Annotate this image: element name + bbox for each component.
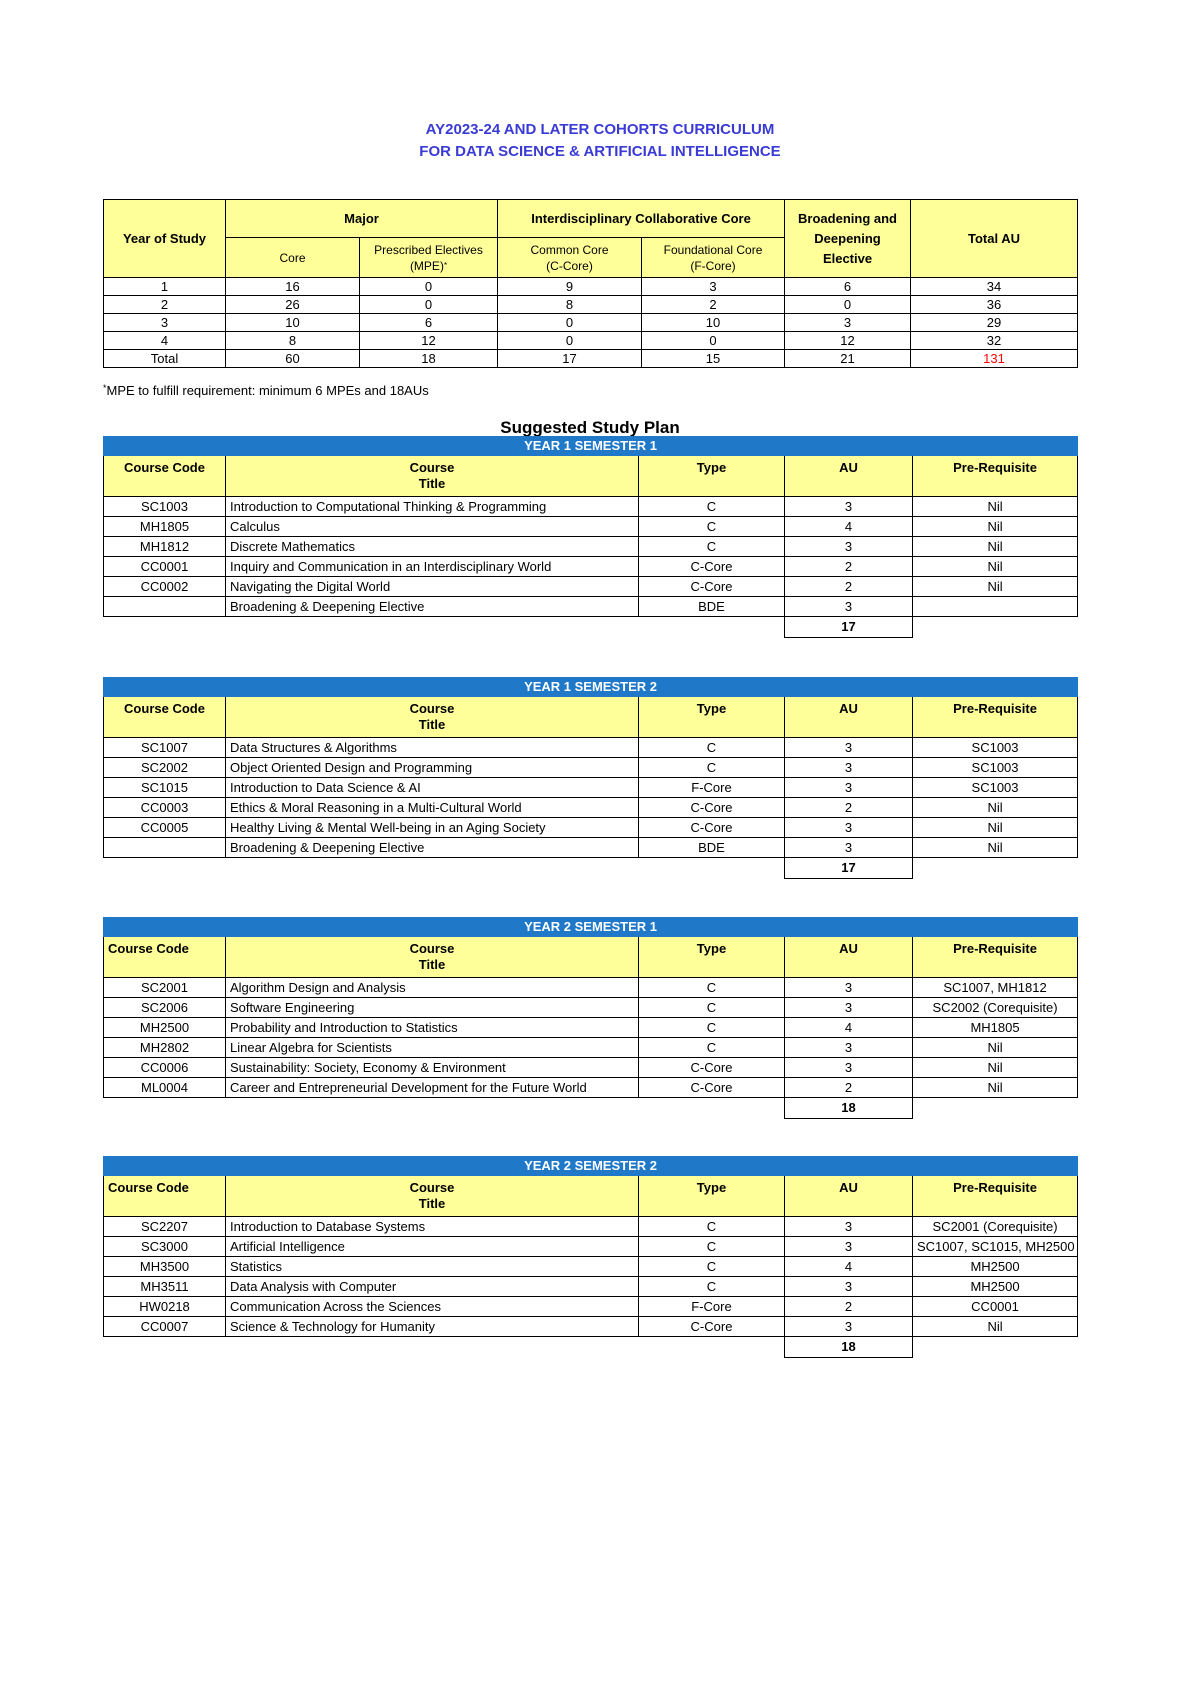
summary-cell-fcore: 0 xyxy=(642,332,785,350)
course-prereq: SC1003 xyxy=(913,758,1078,778)
course-type: C xyxy=(639,998,785,1018)
summary-total-total: 131 xyxy=(911,350,1078,368)
course-title: Career and Entrepreneurial Development for the Future World xyxy=(226,1078,639,1098)
summary-cell-ccore: 8 xyxy=(498,296,642,314)
summary-cell-core: 26 xyxy=(226,296,360,314)
course-type: C-Core xyxy=(639,577,785,597)
course-code: SC1015 xyxy=(104,778,226,798)
course-prereq: Nil xyxy=(913,818,1078,838)
summary-row xyxy=(104,296,1078,314)
summary-cell-bde: 3 xyxy=(785,314,911,332)
course-type: C xyxy=(639,1237,785,1257)
course-type: C xyxy=(639,497,785,517)
type-header: Type xyxy=(639,937,785,978)
course-title-header: Course Title xyxy=(226,456,639,497)
summary-cell-total: 34 xyxy=(911,278,1078,296)
course-prereq: MH1805 xyxy=(913,1018,1078,1038)
course-title-header: Course Title xyxy=(226,1176,639,1217)
summary-cell-fcore: 2 xyxy=(642,296,785,314)
course-au: 3 xyxy=(785,1058,913,1078)
course-row xyxy=(104,1317,1078,1337)
course-row xyxy=(104,497,1078,517)
course-row xyxy=(104,738,1078,758)
course-code: SC2006 xyxy=(104,998,226,1018)
core-header: Core xyxy=(226,238,360,278)
summary-total-row xyxy=(104,350,1078,368)
course-type: C-Core xyxy=(639,1078,785,1098)
course-row xyxy=(104,517,1078,537)
course-code: SC3000 xyxy=(104,1237,226,1257)
course-code-header: Course Code xyxy=(104,1176,226,1217)
course-code: CC0002 xyxy=(104,577,226,597)
course-title: Software Engineering xyxy=(226,998,639,1018)
course-prereq: MH2500 xyxy=(913,1257,1078,1277)
course-row xyxy=(104,1058,1078,1078)
course-type: BDE xyxy=(639,838,785,858)
course-type: C-Core xyxy=(639,798,785,818)
course-type: C xyxy=(639,537,785,557)
semester-total-au: 18 xyxy=(785,1337,913,1358)
course-code: CC0007 xyxy=(104,1317,226,1337)
semester-label: YEAR 2 SEMESTER 2 xyxy=(104,1157,1078,1176)
course-row xyxy=(104,1237,1078,1257)
course-type: C xyxy=(639,758,785,778)
course-au: 4 xyxy=(785,1018,913,1038)
course-prereq: Nil xyxy=(913,1038,1078,1058)
course-code: SC2001 xyxy=(104,978,226,998)
course-au: 4 xyxy=(785,1257,913,1277)
common-core-header: Common Core (C-Core) xyxy=(498,238,642,278)
semester-total-au: 17 xyxy=(785,858,913,879)
course-title: Linear Algebra for Scientists xyxy=(226,1038,639,1058)
course-row xyxy=(104,1217,1078,1237)
course-au: 3 xyxy=(785,597,913,617)
course-code: MH3500 xyxy=(104,1257,226,1277)
course-au: 2 xyxy=(785,577,913,597)
course-title: Healthy Living & Mental Well-being in an Aging Society xyxy=(226,818,639,838)
course-au: 3 xyxy=(785,1217,913,1237)
course-code: CC0005 xyxy=(104,818,226,838)
summary-total-bde: 21 xyxy=(785,350,911,368)
type-header: Type xyxy=(639,697,785,738)
course-au: 2 xyxy=(785,1078,913,1098)
course-row xyxy=(104,1297,1078,1317)
course-title: Broadening & Deepening Elective xyxy=(226,838,639,858)
course-code-header: Course Code xyxy=(104,937,226,978)
course-prereq: Nil xyxy=(913,1078,1078,1098)
course-prereq xyxy=(913,597,1078,617)
course-code: HW0218 xyxy=(104,1297,226,1317)
course-code: SC2002 xyxy=(104,758,226,778)
course-row xyxy=(104,1277,1078,1297)
course-code: ML0004 xyxy=(104,1078,226,1098)
course-title: Introduction to Database Systems xyxy=(226,1217,639,1237)
foundational-core-header: Foundational Core (F-Core) xyxy=(642,238,785,278)
summary-total-ccore: 17 xyxy=(498,350,642,368)
summary-cell-mpe: 12 xyxy=(360,332,498,350)
summary-row xyxy=(104,332,1078,350)
course-code: MH3511 xyxy=(104,1277,226,1297)
course-title: Ethics & Moral Reasoning in a Multi-Cultural World xyxy=(226,798,639,818)
major-header: Major xyxy=(226,200,498,238)
course-type: C xyxy=(639,738,785,758)
summary-cell-ccore: 9 xyxy=(498,278,642,296)
summary-cell-bde: 12 xyxy=(785,332,911,350)
course-au: 3 xyxy=(785,738,913,758)
course-type: F-Core xyxy=(639,778,785,798)
course-au: 3 xyxy=(785,838,913,858)
semester-total-au: 18 xyxy=(785,1098,913,1119)
summary-total-year: Total xyxy=(104,350,226,368)
course-au: 3 xyxy=(785,758,913,778)
course-code: MH2802 xyxy=(104,1038,226,1058)
course-prereq: Nil xyxy=(913,537,1078,557)
course-type: C xyxy=(639,1038,785,1058)
course-row xyxy=(104,978,1078,998)
type-header: Type xyxy=(639,456,785,497)
course-row xyxy=(104,838,1078,858)
au-header: AU xyxy=(785,456,913,497)
au-header: AU xyxy=(785,1176,913,1217)
summary-cell-year: 3 xyxy=(104,314,226,332)
summary-total-mpe: 18 xyxy=(360,350,498,368)
course-title: Object Oriented Design and Programming xyxy=(226,758,639,778)
course-row xyxy=(104,1257,1078,1277)
course-prereq: SC2002 (Corequisite) xyxy=(913,998,1078,1018)
semester-total-au: 17 xyxy=(785,617,913,638)
course-au: 3 xyxy=(785,778,913,798)
course-prereq: CC0001 xyxy=(913,1297,1078,1317)
course-type: C-Core xyxy=(639,1058,785,1078)
course-code-header: Course Code xyxy=(104,456,226,497)
course-au: 3 xyxy=(785,1317,913,1337)
course-code: CC0003 xyxy=(104,798,226,818)
course-row xyxy=(104,577,1078,597)
course-title: Science & Technology for Humanity xyxy=(226,1317,639,1337)
course-type: C xyxy=(639,517,785,537)
summary-cell-fcore: 10 xyxy=(642,314,785,332)
course-code: CC0001 xyxy=(104,557,226,577)
summary-cell-year: 1 xyxy=(104,278,226,296)
course-title-header: Course Title xyxy=(226,697,639,738)
semester-table xyxy=(103,1156,1078,1358)
course-type: C xyxy=(639,978,785,998)
summary-total-core: 60 xyxy=(226,350,360,368)
course-title: Data Analysis with Computer xyxy=(226,1277,639,1297)
course-prereq: MH2500 xyxy=(913,1277,1078,1297)
course-prereq: Nil xyxy=(913,798,1078,818)
course-prereq: SC1007, SC1015, MH2500 xyxy=(913,1237,1078,1257)
course-au: 3 xyxy=(785,998,913,1018)
semester-label: YEAR 2 SEMESTER 1 xyxy=(104,918,1078,937)
study-plan-title: Suggested Study Plan xyxy=(500,418,680,437)
au-header: AU xyxy=(785,937,913,978)
course-row xyxy=(104,798,1078,818)
course-type: C xyxy=(639,1217,785,1237)
course-code: SC2207 xyxy=(104,1217,226,1237)
course-type: C xyxy=(639,1257,785,1277)
course-prereq: SC1007, MH1812 xyxy=(913,978,1078,998)
course-au: 3 xyxy=(785,1038,913,1058)
course-title-header: Course Title xyxy=(226,937,639,978)
course-row xyxy=(104,758,1078,778)
summary-cell-bde: 0 xyxy=(785,296,911,314)
course-title: Probability and Introduction to Statistics xyxy=(226,1018,639,1038)
course-code: MH1812 xyxy=(104,537,226,557)
curriculum-subtitle: FOR DATA SCIENCE & ARTIFICIAL INTELLIGENCE xyxy=(419,143,781,160)
course-prereq: Nil xyxy=(913,517,1078,537)
summary-cell-ccore: 0 xyxy=(498,314,642,332)
course-prereq: Nil xyxy=(913,557,1078,577)
summary-cell-fcore: 3 xyxy=(642,278,785,296)
course-code: CC0006 xyxy=(104,1058,226,1078)
course-title: Sustainability: Society, Economy & Environment xyxy=(226,1058,639,1078)
bde-header: Broadening and Deepening Elective xyxy=(785,200,911,278)
course-au: 3 xyxy=(785,1277,913,1297)
summary-cell-core: 8 xyxy=(226,332,360,350)
course-type: C xyxy=(639,1277,785,1297)
summary-cell-total: 29 xyxy=(911,314,1078,332)
course-type: C-Core xyxy=(639,1317,785,1337)
course-title: Artificial Intelligence xyxy=(226,1237,639,1257)
course-au: 4 xyxy=(785,517,913,537)
year-of-study-header: Year of Study xyxy=(104,200,226,278)
course-title: Statistics xyxy=(226,1257,639,1277)
course-prereq: Nil xyxy=(913,1058,1078,1078)
semester-label: YEAR 1 SEMESTER 1 xyxy=(104,437,1078,456)
course-title: Algorithm Design and Analysis xyxy=(226,978,639,998)
course-title: Communication Across the Sciences xyxy=(226,1297,639,1317)
au-header: AU xyxy=(785,697,913,738)
course-type: C xyxy=(639,1018,785,1038)
summary-row xyxy=(104,314,1078,332)
course-row xyxy=(104,778,1078,798)
course-au: 3 xyxy=(785,978,913,998)
prerequisite-header: Pre-Requisite xyxy=(913,456,1078,497)
course-row xyxy=(104,557,1078,577)
summary-cell-bde: 6 xyxy=(785,278,911,296)
course-row xyxy=(104,998,1078,1018)
summary-cell-mpe: 0 xyxy=(360,278,498,296)
semester-table xyxy=(103,917,1078,1119)
course-code xyxy=(104,597,226,617)
summary-row xyxy=(104,278,1078,296)
course-title: Data Structures & Algorithms xyxy=(226,738,639,758)
course-row xyxy=(104,1078,1078,1098)
course-type: C-Core xyxy=(639,818,785,838)
course-code-header: Course Code xyxy=(104,697,226,738)
course-row xyxy=(104,1038,1078,1058)
course-type: C-Core xyxy=(639,557,785,577)
summary-cell-mpe: 6 xyxy=(360,314,498,332)
course-type: F-Core xyxy=(639,1297,785,1317)
course-title: Introduction to Computational Thinking & Programming xyxy=(226,497,639,517)
course-title: Broadening & Deepening Elective xyxy=(226,597,639,617)
course-row xyxy=(104,537,1078,557)
prerequisite-header: Pre-Requisite xyxy=(913,697,1078,738)
course-prereq: Nil xyxy=(913,497,1078,517)
course-row xyxy=(104,1018,1078,1038)
prerequisite-header: Pre-Requisite xyxy=(913,1176,1078,1217)
course-prereq: SC2001 (Corequisite) xyxy=(913,1217,1078,1237)
course-au: 3 xyxy=(785,818,913,838)
semester-table xyxy=(103,436,1078,638)
course-code: SC1007 xyxy=(104,738,226,758)
course-code: MH1805 xyxy=(104,517,226,537)
course-prereq: SC1003 xyxy=(913,778,1078,798)
course-title: Inquiry and Communication in an Interdisciplinary World xyxy=(226,557,639,577)
au-summary-table xyxy=(103,199,1078,368)
course-au: 3 xyxy=(785,497,913,517)
summary-total-fcore: 15 xyxy=(642,350,785,368)
course-title: Calculus xyxy=(226,517,639,537)
mpe-header: Prescribed Electives (MPE)* xyxy=(360,238,498,278)
semester-table xyxy=(103,677,1078,879)
course-prereq: Nil xyxy=(913,577,1078,597)
course-au: 3 xyxy=(785,537,913,557)
curriculum-title: AY2023-24 AND LATER COHORTS CURRICULUM xyxy=(425,121,775,138)
course-code: SC1003 xyxy=(104,497,226,517)
summary-cell-total: 32 xyxy=(911,332,1078,350)
mpe-footnote: *MPE to fulfill requirement: minimum 6 MPEs and 18AUs xyxy=(103,383,429,398)
course-code xyxy=(104,838,226,858)
summary-cell-mpe: 0 xyxy=(360,296,498,314)
summary-cell-total: 36 xyxy=(911,296,1078,314)
summary-cell-year: 2 xyxy=(104,296,226,314)
icc-header: Interdisciplinary Collaborative Core xyxy=(498,200,785,238)
course-au: 3 xyxy=(785,1237,913,1257)
course-title: Navigating the Digital World xyxy=(226,577,639,597)
course-prereq: Nil xyxy=(913,1317,1078,1337)
course-title: Discrete Mathematics xyxy=(226,537,639,557)
total-au-header: Total AU xyxy=(911,200,1078,278)
summary-cell-year: 4 xyxy=(104,332,226,350)
course-au: 2 xyxy=(785,557,913,577)
course-prereq: Nil xyxy=(913,838,1078,858)
semester-label: YEAR 1 SEMESTER 2 xyxy=(104,678,1078,697)
summary-cell-core: 10 xyxy=(226,314,360,332)
summary-cell-core: 16 xyxy=(226,278,360,296)
prerequisite-header: Pre-Requisite xyxy=(913,937,1078,978)
type-header: Type xyxy=(639,1176,785,1217)
course-row xyxy=(104,597,1078,617)
course-code: MH2500 xyxy=(104,1018,226,1038)
course-title: Introduction to Data Science & AI xyxy=(226,778,639,798)
course-prereq: SC1003 xyxy=(913,738,1078,758)
course-row xyxy=(104,818,1078,838)
summary-cell-ccore: 0 xyxy=(498,332,642,350)
course-type: BDE xyxy=(639,597,785,617)
course-au: 2 xyxy=(785,1297,913,1317)
course-au: 2 xyxy=(785,798,913,818)
